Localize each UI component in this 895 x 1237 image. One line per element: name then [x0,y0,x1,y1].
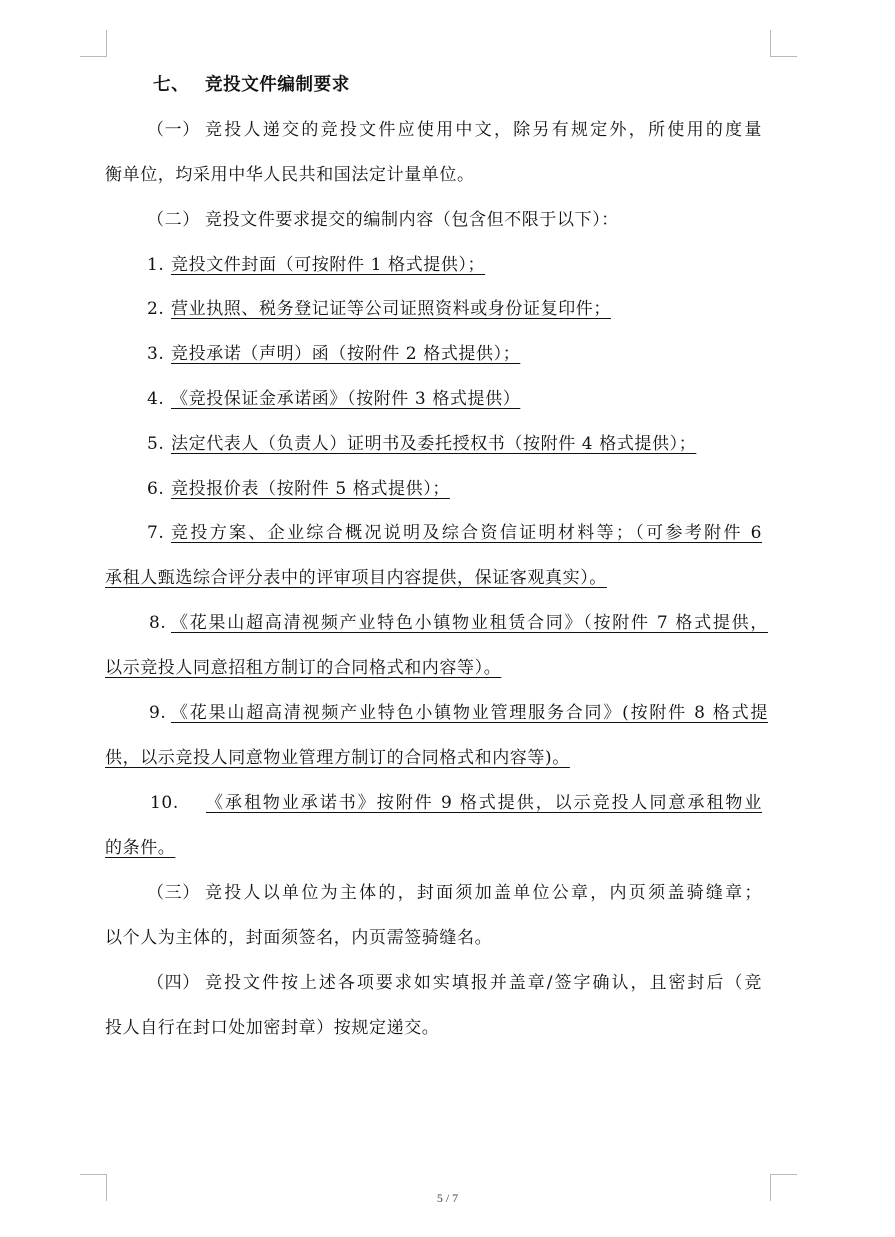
item-number: 5. [147,434,165,454]
section-title: 竞投文件编制要求 [205,75,350,95]
item10-line1: 《承租物业承诺书》按附件 9 格式提供，以示竞投人同意承租物业 [206,793,762,813]
crop-mark-top-right [770,30,797,57]
crop-mark-top-left [80,30,107,57]
item7-line2: 承租人甄选综合评分表中的评审项目内容提供，保证客观真实）。 [105,568,607,588]
item-number: 3. [147,344,165,364]
para4-label: （四） [147,973,200,993]
item8-line1: 《花果山超高清视频产业特色小镇物业租赁合同》（按附件 7 格式提供， [171,613,768,633]
para1-line2: 衡单位，均采用中华人民共和国法定计量单位。 [105,165,475,185]
para4-line2: 投人自行在封口处加密封章）按规定递交。 [105,1018,440,1038]
item-text: 营业执照、税务登记证等公司证照资料或身份证复印件； [171,299,611,319]
para2-label: （二） [147,210,200,230]
item-text: 竞投报价表（按附件 5 格式提供）； [171,479,450,499]
para4-line1: 竞投文件按上述各项要求如实填报并盖章/签字确认，且密封后（竞 [205,973,762,993]
section-number: 七、 [153,75,190,95]
item-text: 《竞投保证金承诺函》（按附件 3 格式提供） [171,389,521,409]
item7-number: 7. [147,523,165,543]
item9-number: 9. [149,703,167,723]
item9-line1: 《花果山超高清视频产业特色小镇物业管理服务合同》(按附件 8 格式提 [171,703,768,723]
para3-line1: 竞投人以单位为主体的，封面须加盖单位公章，内页须盖骑缝章； [205,883,762,903]
item-number: 2. [147,299,165,319]
item-number: 4. [147,389,165,409]
item7-line1: 竞投方案、企业综合概况说明及综合资信证明材料等；（可参考附件 6 [171,523,762,543]
para3-label: （三） [147,883,200,903]
para3-line2: 以个人为主体的，封面须签名，内页需签骑缝名。 [105,928,493,948]
item-text: 法定代表人（负责人）证明书及委托授权书（按附件 4 格式提供）； [171,434,697,454]
para1-line1: 竞投人递交的竞投文件应使用中文，除另有规定外，所使用的度量 [205,120,762,140]
item-text: 竞投文件封面（可按附件 1 格式提供）； [171,255,486,275]
page-number: 5 / 7 [436,1191,459,1205]
item-number: 6. [147,479,165,499]
item-number: 1. [147,255,165,275]
item9-line2: 供，以示竞投人同意物业管理方制订的合同格式和内容等)。 [105,748,570,768]
item8-line2: 以示竞投人同意招租方制订的合同格式和内容等）。 [105,658,502,678]
para1-label: （一） [147,120,200,140]
para2-line1: 竞投文件要求提交的编制内容（包含但不限于以下）： [205,210,619,230]
item10-line2: 的条件。 [105,838,176,858]
item8-number: 8. [149,613,167,633]
item10-number: 10. [150,793,179,813]
item-text: 竞投承诺（声明）函（按附件 2 格式提供）； [171,344,521,364]
